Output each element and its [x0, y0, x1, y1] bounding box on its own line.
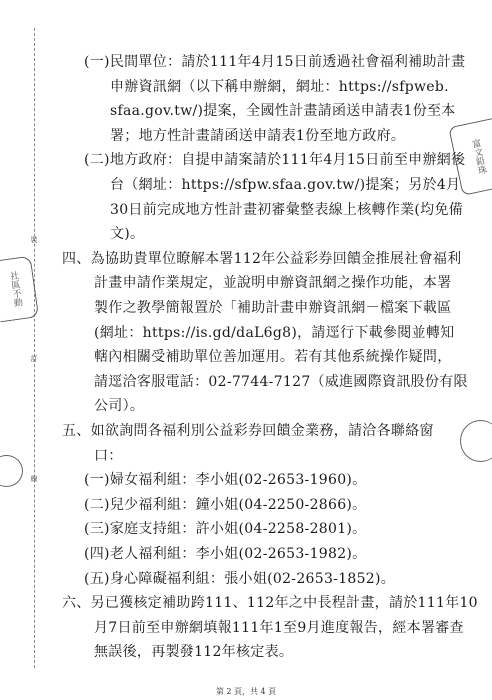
page-footer: 第 2 頁，共 4 頁 [215, 687, 277, 696]
text-line: 請逕洽客服電話：02-7744-7127（威進國際資訊股份有限 [94, 373, 468, 390]
text-line: 口： [94, 447, 123, 464]
contact-item: (五)身心障礙福利組：張小姐(02-2653-1852)。 [84, 570, 396, 587]
section-heading-5: 五、如欲詢問各福利別公益彩券回饋金業務，請洽各聯絡窗 [62, 423, 434, 439]
binding-mark-line: 線 [30, 475, 38, 483]
text-line: 無誤後，再製發112年核定表。 [94, 644, 294, 661]
section-heading-4: 四、為協助貴單位瞭解本署112年公益彩券回饋金推展社會福利 [62, 250, 462, 267]
text-line: 月7日前至申辦網填報111年1至9月進度報告，經本署審查 [94, 619, 464, 636]
text-line: 署；地方性計畫請函送申請表1份至地方政府。 [110, 127, 406, 144]
text-line: 台（網址：https://sfpw.sfaa.gov.tw/)提案；另於4月 [110, 177, 461, 193]
contact-item: (四)老人福利組：李小姐(02-2653-1982)。 [84, 546, 367, 562]
contact-item: (二)兒少福利組：鐘小姐(04-2250-2866)。 [84, 496, 367, 513]
text-line: (二)地方政府：自提申請案請於111年4月15日前至申辦網後 [84, 152, 466, 169]
text-line: 文)。 [110, 226, 145, 243]
text-line: 申辦資訊網（以下稱申辦網，網址：https://sfpweb. [110, 78, 449, 95]
text-line: 計畫申請作業規定，並說明申辦資訊網之操作功能，本署 [94, 275, 452, 292]
text-line: 轄內相關受補助單位善加運用。若有其他系統操作疑問， [94, 349, 452, 366]
text-line: sfaa.gov.tw/)提案，全國性計畫請函送申請表1份至本 [110, 103, 456, 120]
contact-item: (一)婦女福利組：李小姐(02-2653-1960)。 [84, 472, 367, 489]
text-line: 30日前完成地方性計畫初審彙整表線上核轉作業(均免備 [110, 201, 464, 218]
text-line: (一)民間單位：請於111年4月15日前透過社會福利補助計畫 [84, 54, 466, 70]
text-line: 公司）。 [94, 398, 145, 415]
stamp-left-text: 社區不動 [7, 270, 23, 308]
text-line: (網址：https://is.gd/daL6g8)，請逕行下載參閱並轉知 [94, 324, 455, 341]
stamp-right-text: 富文鉛珠 [469, 138, 487, 176]
section-heading-6: 六、另已獲核定補助跨111、112年之中長程計畫，請於111年10 [62, 595, 478, 612]
text-line: 製作之教學簡報置於「補助計畫申辦資訊網－檔案下載區 [94, 300, 452, 316]
contact-item: (三)家庭支持組：許小姐(04-2258-2801)。 [84, 521, 367, 538]
binding-mark-order: 訂 [30, 355, 38, 363]
binding-mark-install: 裝 [30, 236, 38, 244]
